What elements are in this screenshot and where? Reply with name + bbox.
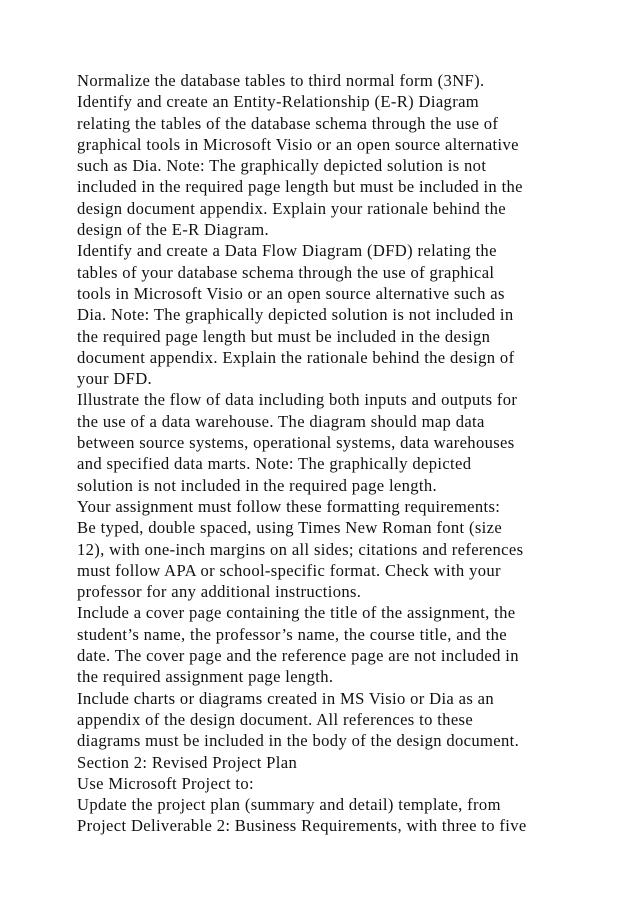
text-line: solution is not included in the required page length. <box>77 475 438 495</box>
text-line: such as Dia. Note: The graphically depicted solution is not <box>77 156 487 176</box>
text-line: design of the E-R Diagram. <box>77 220 270 240</box>
text-line: Include a cover page containing the title of the assignment, the <box>77 603 516 623</box>
text-line: relating the tables of the database schema through the use of <box>77 113 499 133</box>
text-line: Your assignment must follow these formatting requirements: <box>77 496 501 516</box>
text-line: included in the required page length but must be included in the <box>77 177 523 197</box>
text-line: Be typed, double spaced, using Times New Roman font (size <box>77 518 503 538</box>
text-line: Use Microsoft Project to: <box>77 773 254 793</box>
text-line: diagrams must be included in the body of the design document. <box>77 731 520 751</box>
text-line: date. The cover page and the reference page are not included in <box>77 646 519 666</box>
text-line: Illustrate the flow of data including both inputs and outputs for <box>77 390 518 410</box>
text-line: Identify and create an Entity-Relationship (E-R) Diagram <box>77 92 480 112</box>
text-line: Update the project plan (summary and detail) template, from <box>77 795 501 815</box>
text-line: tools in Microsoft Visio or an open source alternative such as <box>77 283 505 303</box>
section-heading: Section 2: Revised Project Plan <box>77 752 298 772</box>
text-line: Dia. Note: The graphically depicted solution is not included in <box>77 305 514 325</box>
text-line: Include charts or diagrams created in MS Visio or Dia as an <box>77 688 495 708</box>
text-line: design document appendix. Explain your rationale behind the <box>77 198 506 218</box>
text-line: Normalize the database tables to third normal form (3NF). <box>77 71 485 90</box>
document-body <box>77 70 597 837</box>
text-line: Project Deliverable 2: Business Requirements, with three to five <box>77 816 527 836</box>
text-line: between source systems, operational systems, data warehouses <box>77 433 515 453</box>
text-line: document appendix. Explain the rationale behind the design of <box>77 347 515 367</box>
text-line: graphical tools in Microsoft Visio or an open source alternative <box>77 134 519 154</box>
text-line: professor for any additional instructions. <box>77 582 362 602</box>
text-line: and specified data marts. Note: The graphically depicted <box>77 454 472 474</box>
text-line: the use of a data warehouse. The diagram should map data <box>77 411 485 431</box>
text-line: 12), with one-inch margins on all sides; citations and references <box>77 539 524 559</box>
text-line: the required assignment page length. <box>77 667 334 687</box>
text-line: the required page length but must be included in the design <box>77 326 491 346</box>
text-line: tables of your database schema through the use of graphical <box>77 262 495 282</box>
text-line: student’s name, the professor’s name, the course title, and the <box>77 624 508 644</box>
text-line: your DFD. <box>77 369 153 389</box>
text-line: Identify and create a Data Flow Diagram (DFD) relating the <box>77 241 497 261</box>
text-line: appendix of the design document. All references to these <box>77 709 474 729</box>
text-line: must follow APA or school-specific format. Check with your <box>77 560 501 580</box>
